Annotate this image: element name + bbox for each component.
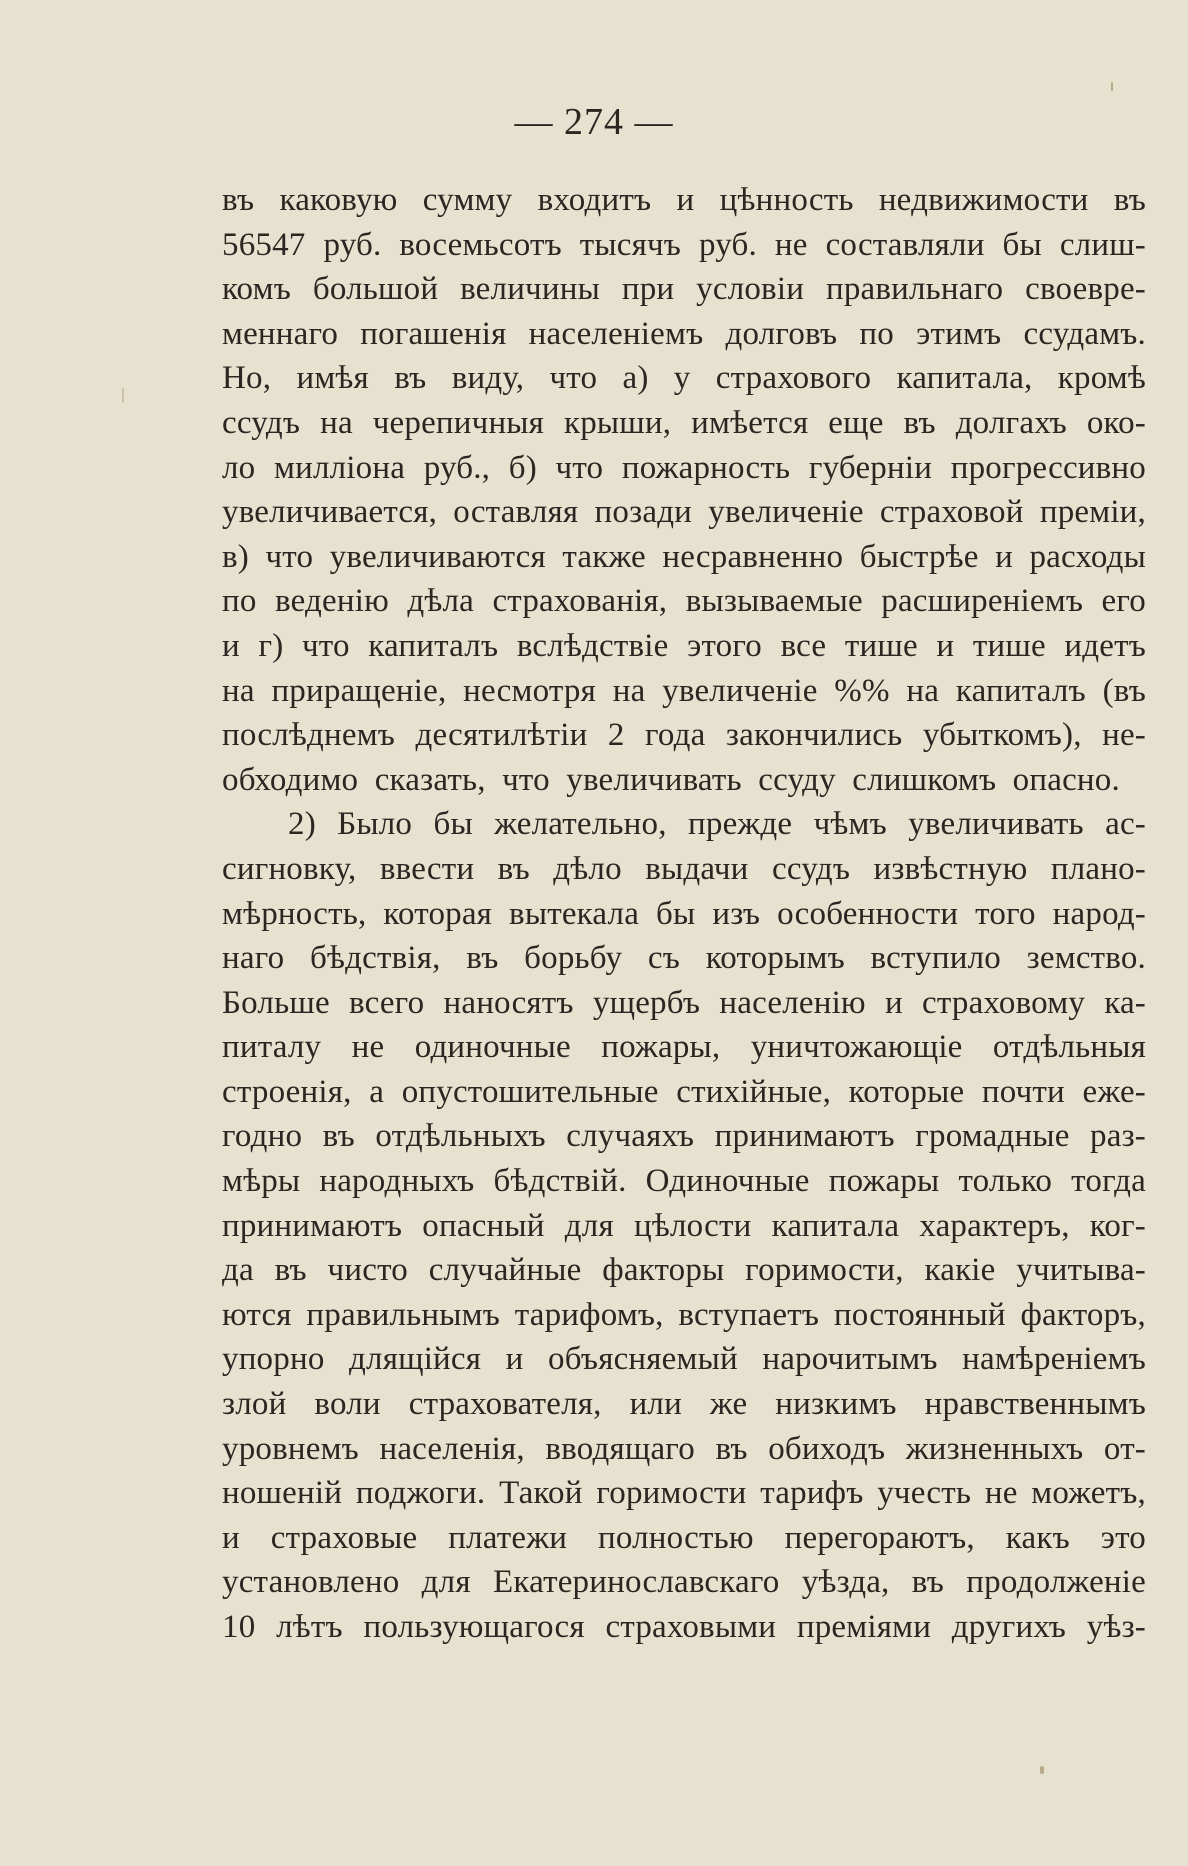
text-line: ношеній поджоги. Такой горимости тарифъ учесть не можетъ, xyxy=(222,1475,1146,1512)
text-line: меннаго погашенія населеніемъ долговъ по этимъ ссудамъ. xyxy=(222,315,1146,352)
text-line: питалу не одиночные пожары, уничтожающіе отдѣльныя xyxy=(222,1029,1146,1066)
text-line: принимаютъ опасный для цѣлости капитала характеръ, ког- xyxy=(222,1207,1146,1244)
paper-speck xyxy=(1040,1766,1044,1774)
text-line: в) что увеличиваются также несравненно быстрѣе и расходы xyxy=(222,538,1146,575)
text-line: Но, имѣя въ виду, что а) у страхового капитала, кромѣ xyxy=(222,360,1146,397)
body-text xyxy=(222,178,1146,1650)
text-line: и г) что капиталъ вслѣдствіе этого все тише и тише идетъ xyxy=(222,627,1146,664)
text-line: комъ большой величины при условіи правильнаго своевре- xyxy=(222,271,1146,308)
text-line: да въ чисто случайные факторы горимости, какіе учитыва- xyxy=(222,1252,1146,1289)
text-line: наго бѣдствія, въ борьбу съ которымъ вступило земство. xyxy=(222,940,1146,977)
text-line: 10 лѣтъ пользующагося страховыми преміями другихъ уѣз- xyxy=(222,1609,1146,1645)
text-line: ссудъ на черепичныя крыши, имѣется еще въ долгахъ око- xyxy=(222,404,1146,441)
text-line: мѣры народныхъ бѣдствій. Одиночные пожары только тогда xyxy=(222,1163,1146,1200)
paper-speck xyxy=(122,388,124,403)
paper-speck xyxy=(1111,82,1113,91)
text-line: увеличивается, оставляя позади увеличеніе страховой преміи, xyxy=(222,494,1146,531)
text-line: уровнемъ населенія, вводящаго въ обиходъ жизненныхъ от- xyxy=(222,1430,1146,1467)
text-line: въ каковую сумму входитъ и цѣнность недвижимости въ xyxy=(222,182,1146,218)
text-line: 56547 руб. восемьсотъ тысячъ руб. не составляли бы слиш- xyxy=(222,226,1146,263)
text-line: годно въ отдѣльныхъ случаяхъ принимаютъ громадные раз- xyxy=(222,1118,1146,1155)
text-line: ло милліона руб., б) что пожарность губерніи прогрессивно xyxy=(222,449,1146,486)
text-line: Больше всего наносятъ ущербъ населенію и страховому ка- xyxy=(222,984,1146,1021)
text-line: обходимо сказать, что увеличивать ссуду слишкомъ опасно. xyxy=(222,761,1120,798)
text-line: по веденію дѣла страхованія, вызываемые расширеніемъ его xyxy=(222,583,1146,620)
page-number: — 274 — xyxy=(514,101,674,143)
paragraph-start-line: 2) Было бы желательно, прежде чѣмъ увеличивать ас- xyxy=(288,806,1146,843)
text-line: строенія, а опустошительные стихійные, которые почти еже- xyxy=(222,1073,1146,1110)
text-line: послѣднемъ десятилѣтіи 2 года закончились убыткомъ), не- xyxy=(222,717,1146,754)
text-line: упорно длящійся и объясняемый нарочитымъ намѣреніемъ xyxy=(222,1341,1146,1378)
text-line: ются правильнымъ тарифомъ, вступаетъ постоянный факторъ, xyxy=(222,1296,1146,1333)
text-line: установлено для Екатеринославскаго уѣзда, въ продолженіе xyxy=(222,1564,1146,1601)
text-line: мѣрность, которая вытекала бы изъ особенности того народ- xyxy=(222,895,1146,932)
text-line: на приращеніе, несмотря на увеличеніе %% на капиталъ (въ xyxy=(222,672,1146,709)
text-line: и страховые платежи полностью перегораютъ, какъ это xyxy=(222,1519,1146,1556)
text-line: злой воли страхователя, или же низкимъ нравственнымъ xyxy=(222,1386,1146,1423)
text-line: сигновку, ввести въ дѣло выдачи ссудъ извѣстную плано- xyxy=(222,850,1146,887)
